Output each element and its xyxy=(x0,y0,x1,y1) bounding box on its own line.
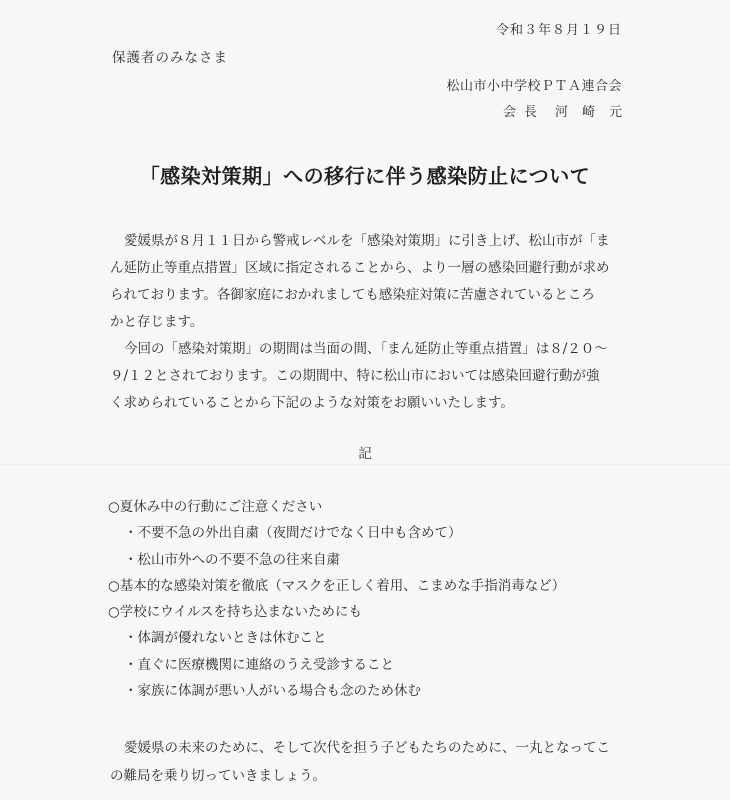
closing-line: 愛媛県の未来のために、そして次代を担う子どもたちのために、一丸となってこ xyxy=(124,740,610,756)
addressee: 保護者のみなさま xyxy=(112,50,228,66)
measure-subitem: ・体調が優れないときは休むこと xyxy=(124,630,327,647)
closing-line: の難局を乗り切っていきましょう。 xyxy=(110,768,326,784)
paper-crease xyxy=(0,464,730,466)
paragraph-period xyxy=(110,336,630,417)
paragraph-line: く求められていることから下記のような対策をお願いいたします。 xyxy=(110,395,514,411)
measure-subitem: ・家族に体調が悪い人がいる場合も念のため休む xyxy=(124,683,421,700)
closing-paragraph xyxy=(110,734,610,790)
paragraph-line: かと存じます。 xyxy=(110,314,204,330)
organization-name: 松山市小中学校ＰＴＡ連合会 xyxy=(446,79,622,94)
president-signature xyxy=(502,101,636,120)
measure-subitem: ・不要不急の外出自粛（夜間だけでなく日中も含めて） xyxy=(124,525,462,542)
measures-list xyxy=(108,494,565,704)
measure-item: ○学校にウイルスを持ち込まないためにも xyxy=(108,604,362,621)
paragraph-line: ９/１２とされております。この期間中、特に松山市においては感染回避行動が強 xyxy=(110,368,600,384)
document-title: 「感染対策期」への移行に伴う感染防止について xyxy=(139,164,591,188)
president-name: 河崎元 xyxy=(554,105,636,120)
ki-heading: 記 xyxy=(358,446,372,462)
paragraph-line: 今回の「感染対策期」の期間は当面の間、「まん延防止等重点措置」は８/２０～ xyxy=(124,341,608,357)
paragraph-intro xyxy=(110,228,630,336)
document-date: 令和３年８月１９日 xyxy=(495,23,622,38)
paragraph-line: 愛媛県が８月１１日から警戒レベルを「感染対策期」に引き上げ、松山市が「ま xyxy=(124,233,610,249)
paragraph-line: られております。各御家庭におかれましても感染症対策に苦慮されているところ xyxy=(110,287,595,303)
measure-item: ○夏休み中の行動にご注意ください xyxy=(108,499,323,515)
measure-subitem: ・松山市外への不要不急の往来自粛 xyxy=(124,551,340,568)
president-role: 会長 xyxy=(502,105,545,120)
paragraph-line: ん延防止等重点措置」区域に指定されることから、より一層の感染回避行動が求め xyxy=(110,260,610,276)
measure-subitem: ・直ぐに医療機関に連絡のうえ受診すること xyxy=(124,656,394,673)
measure-item: ○基本的な感染対策を徹底（マスクを正しく着用、こまめな手指消毒など） xyxy=(108,577,566,594)
